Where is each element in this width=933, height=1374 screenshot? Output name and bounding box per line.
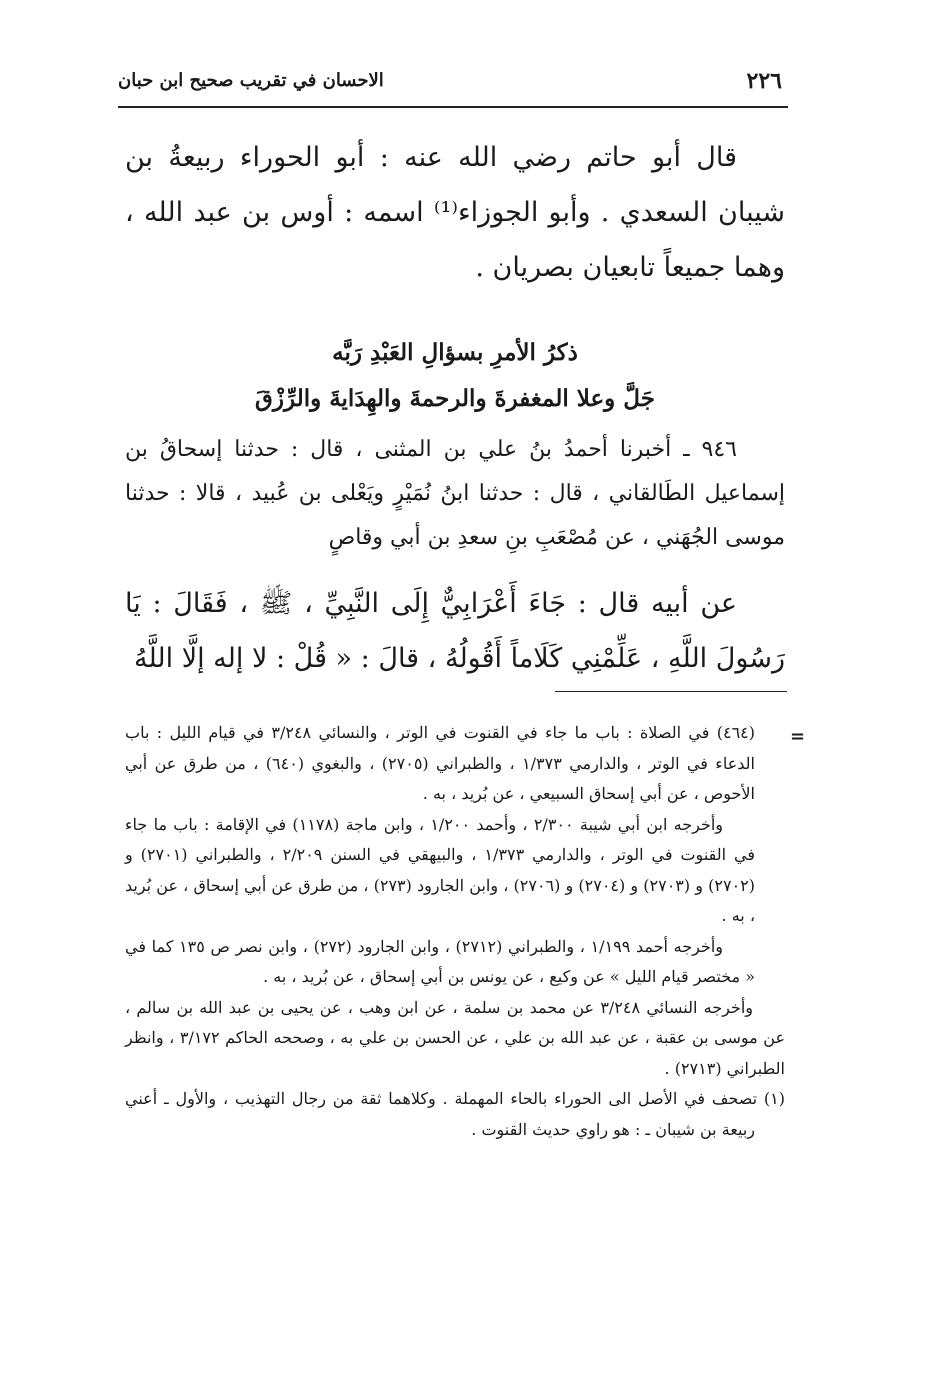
footnote-takhrij-3: وأخرجه أحمد ١/١٩٩ ، والطبراني (٢٧١٢) ، وابن الجارود (٢٧٢) ، وابن نصر ص ١٣٥ كما في « مختصر قيام الليل » عن وكيع ، عن يونس بن أبي إسحاق ، عن بُريد ، به .	[125, 936, 755, 986]
chapter-heading	[125, 330, 785, 422]
footnote-1: (١) تصحف في الأصل الى الحوراء بالحاء المهملة . وكلاهما ثقة من رجال التهذيب ، والأول ـ أعني ربيعة بن شيبان ـ : هو راوي حديث القنوت .	[125, 1089, 786, 1139]
page-number: ٢٢٦	[746, 68, 782, 94]
narrator-note-paragraph: قال أبو حاتم رضي الله عنه : أبو الحوراء ربيعةُ بن شيبان السعدي . وأبو الجوزاء⁽¹⁾ اسمه : أوس بن عبد الله ، وهما جميعاً تابعيان بصريان .	[125, 142, 785, 283]
chapter-heading-line-1: ذكرُ الأمرِ بسؤالِ العَبْدِ رَبَّه	[332, 339, 578, 366]
chapter-heading-line-2: جَلَّ وعلا المغفرةَ والرحمةَ والهِدَايةَ والرِّزْقَ	[255, 385, 655, 412]
footnotes	[125, 718, 785, 1145]
footnote-takhrij-4: وأخرجه النسائي ٣/٢٤٨ عن محمد بن سلمة ، عن ابن وهب ، عن يحيى بن عبد الله بن سالم ، عن موسى بن عقبة ، عن عبد الله بن علي ، عن الحسن بن علي به ، وصححه الحاكم ٣/١٧٢ ، وانظر الطبراني (٢٧١٣) .	[125, 997, 785, 1078]
running-title: الاحسان في تقريب صحيح ابن حبان	[118, 70, 384, 91]
footnote-separator	[555, 691, 787, 692]
footnote-takhrij-2: وأخرجه ابن أبي شيبة ٢/٣٠٠ ، وأحمد ١/٢٠٠ ، وابن ماجة (١١٧٨) في الإقامة : باب ما جاء في القنوت في الوتر ، والدارمي ١/٣٧٣ ، والبيهقي في السنن ٢/٢٠٩ ، والطبراني (٢٧٠١) و (٢٧٠٢) و (٢٧٠٣) و (٢٧٠٤) و (٢٧٠٦) ، وابن الجارود (٢٧٣) ، من طرق عن أبي إسحاق ، عن بُريد ، به .	[125, 814, 756, 925]
hadith-matn: عن أبيه قال : جَاءَ أَعْرَابِيٌّ إِلَى النَّبِيِّ ، ﷺ ، فَقَالَ : يَا رَسُولَ اللَّهِ ، عَلِّمْنِي كَلَاماً أَقُولُهُ ، قالَ : « قُلْ : لا إله إلَّا اللَّهُ	[125, 588, 785, 674]
continuation-mark: =	[790, 726, 806, 747]
hadith-isnad: ٩٤٦ ـ أخبرنا أحمدُ بنُ علي بن المثنى ، قال : حدثنا إسحاقُ بن إسماعيل الطَالقاني ، قال : حدثنا ابنُ نُمَيْرٍ ويَعْلى بن عُبيد ، قالا : حدثنا موسى الجُهَني ، عن مُصْعَبِ بنِ سعدِ بن أبي وقاصٍ	[125, 437, 785, 550]
page-header	[118, 62, 788, 108]
footnote-takhrij-1: (٤٦٤) في الصلاة : باب ما جاء في القنوت في الوتر ، والنسائي ٣/٢٤٨ في قيام الليل : باب الدعاء في الوتر ، والدارمي ١/٣٧٣ ، والطبراني (٢٧٠٥) ، والبغوي (٦٤٠) ، من طرق عن أبي الأحوص ، عن أبي إسحاق السبيعي ، عن بُريد ، به .	[125, 723, 755, 803]
